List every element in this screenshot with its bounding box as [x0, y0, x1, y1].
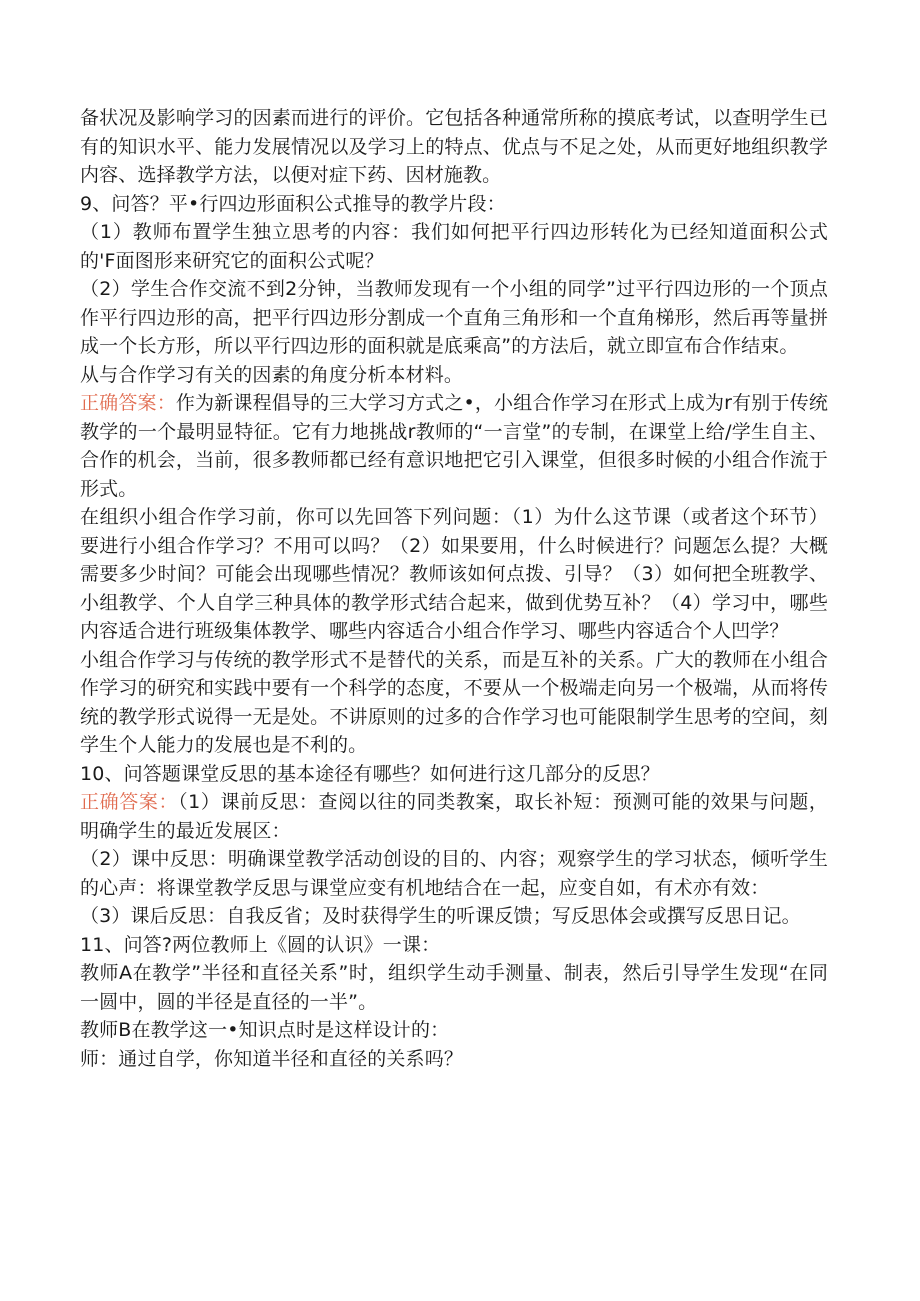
- paragraph-text: 教师A在教学”半径和直径关系”时，组织学生动手测量、制表，然后引导学生发现“在同一圆中，圆的半径是直径的一半”。: [80, 962, 828, 1013]
- paragraph-text: 在组织小组合作学习前，你可以先回答下列问题：（1）为什么这节课（或者这个环节）要进行小组合作学习？不用可以吗？（2）如果要用，什么时候进行？问题怎么提？大概需要多少时间？可能会出现哪些情况？教师该如何点拨、引导？（3）如何把全班教学、小组教学、个人自学三种具体的教学形式结合起来，做到优势互补？（4）学习中，哪些内容适合进行班级集体教学、哪些内容适合小组合作学习、哪些内容适合个人凹学？: [80, 506, 828, 642]
- question-10-answer-2: [80, 845, 828, 902]
- question-11-title: [80, 931, 828, 960]
- question-9-title: [80, 190, 828, 219]
- paragraph-text: 师：通过自学，你知道半径和直径的关系吗？: [80, 1047, 464, 1070]
- paragraph-text: （1）教师布置学生独立思考的内容：我们如何把平行四边形转化为已经知道面积公式的'F面图形来研究它的面积公式呢？: [80, 221, 828, 272]
- question-10-answer-3: [80, 902, 828, 931]
- paragraph-text: （2）学生合作交流不到2分钟，当教师发现有一个小组的同学”过平行四边形的一个顶点作平行四边形的高，把平行四边形分割成一个直角三角形和一个直角梯形，然后再等量拼成一个长方形，所以平行四边形的面积就是底乘高”的方法后，就立即宣布合作结束。: [80, 278, 828, 357]
- question-10-answer-1: [80, 788, 828, 845]
- question-9-prompt: [80, 361, 828, 390]
- question-11-teacher-b: [80, 1016, 828, 1045]
- paragraph-text: （3）课后反思：自我反省；及时获得学生的听课反馈；写反思体会或撰写反思日记。: [80, 905, 801, 927]
- paragraph-text: 备状况及影响学习的因素而进行的评价。它包括各种通常所称的摸底考试，以查明学生已有的知识水平、能力发展情况以及学习上的特点、优点与不足之处，从而更好地组织教学内容、选择教学方法，以便对症下药、因材施教。: [80, 107, 828, 186]
- answer-label: 正确答案：: [80, 791, 179, 813]
- paragraph-text: （1）课前反思：查阅以往的同类教案，取长补短：预测可能的效果与问题，明确学生的最近发展区：: [80, 791, 828, 842]
- answer-label: 正确答案：: [80, 392, 176, 414]
- question-11-teacher-a: [80, 959, 828, 1016]
- question-9-answer-conclusion: [80, 646, 828, 760]
- question-9-answer: [80, 389, 828, 503]
- question-11-dialogue: [80, 1045, 828, 1074]
- question-9-item-1: [80, 218, 828, 275]
- paragraph-assessment-intro: [80, 104, 828, 190]
- question-9-answer-questions: [80, 503, 828, 646]
- paragraph-text: 从与合作学习有关的因素的角度分析本材料。: [80, 363, 464, 386]
- paragraph-text: 作为新课程倡导的三大学习方式之•，小组合作学习在形式上成为r有别于传统教学的一个最明显特征。它有力地挑战r教师的“一言堂”的专制，在课堂上给/学生自主、合作的机会，当前，很多教师都已经有意识地把它引入课堂，但很多时候的小组合作流于形式。: [80, 392, 828, 500]
- paragraph-text: （2）课中反思：明确课堂教学活动创设的目的、内容；观察学生的学习状态，倾听学生的心声：将课堂教学反思与课堂应变有机地结合在一起，应变自如，有术亦有效：: [80, 848, 828, 899]
- question-10-title: [80, 760, 828, 789]
- paragraph-text: 10、问答题课堂反思的基本途径有哪些？如何进行这几部分的反思？: [80, 762, 660, 785]
- document-page: [80, 104, 828, 1073]
- paragraph-text: 小组合作学习与传统的教学形式不是替代的关系，而是互补的关系。广大的教师在小组合作学习的研究和实践中要有一个科学的态度，不要从一个极端走向另一个极端，从而将传统的教学形式说得一无是处。不讲原则的过多的合作学习也可能限制学生思考的空间，刻学生个人能力的发展也是不利的。: [80, 648, 828, 756]
- paragraph-text: 教师B在教学这一•知识点时是这样设计的：: [80, 1019, 450, 1041]
- paragraph-text: 11、问答?两位教师上《圆的认识》一课：: [80, 933, 441, 956]
- question-9-item-2: [80, 275, 828, 361]
- paragraph-text: 9、问答？平•行四边形面积公式推导的教学片段：: [80, 192, 506, 215]
